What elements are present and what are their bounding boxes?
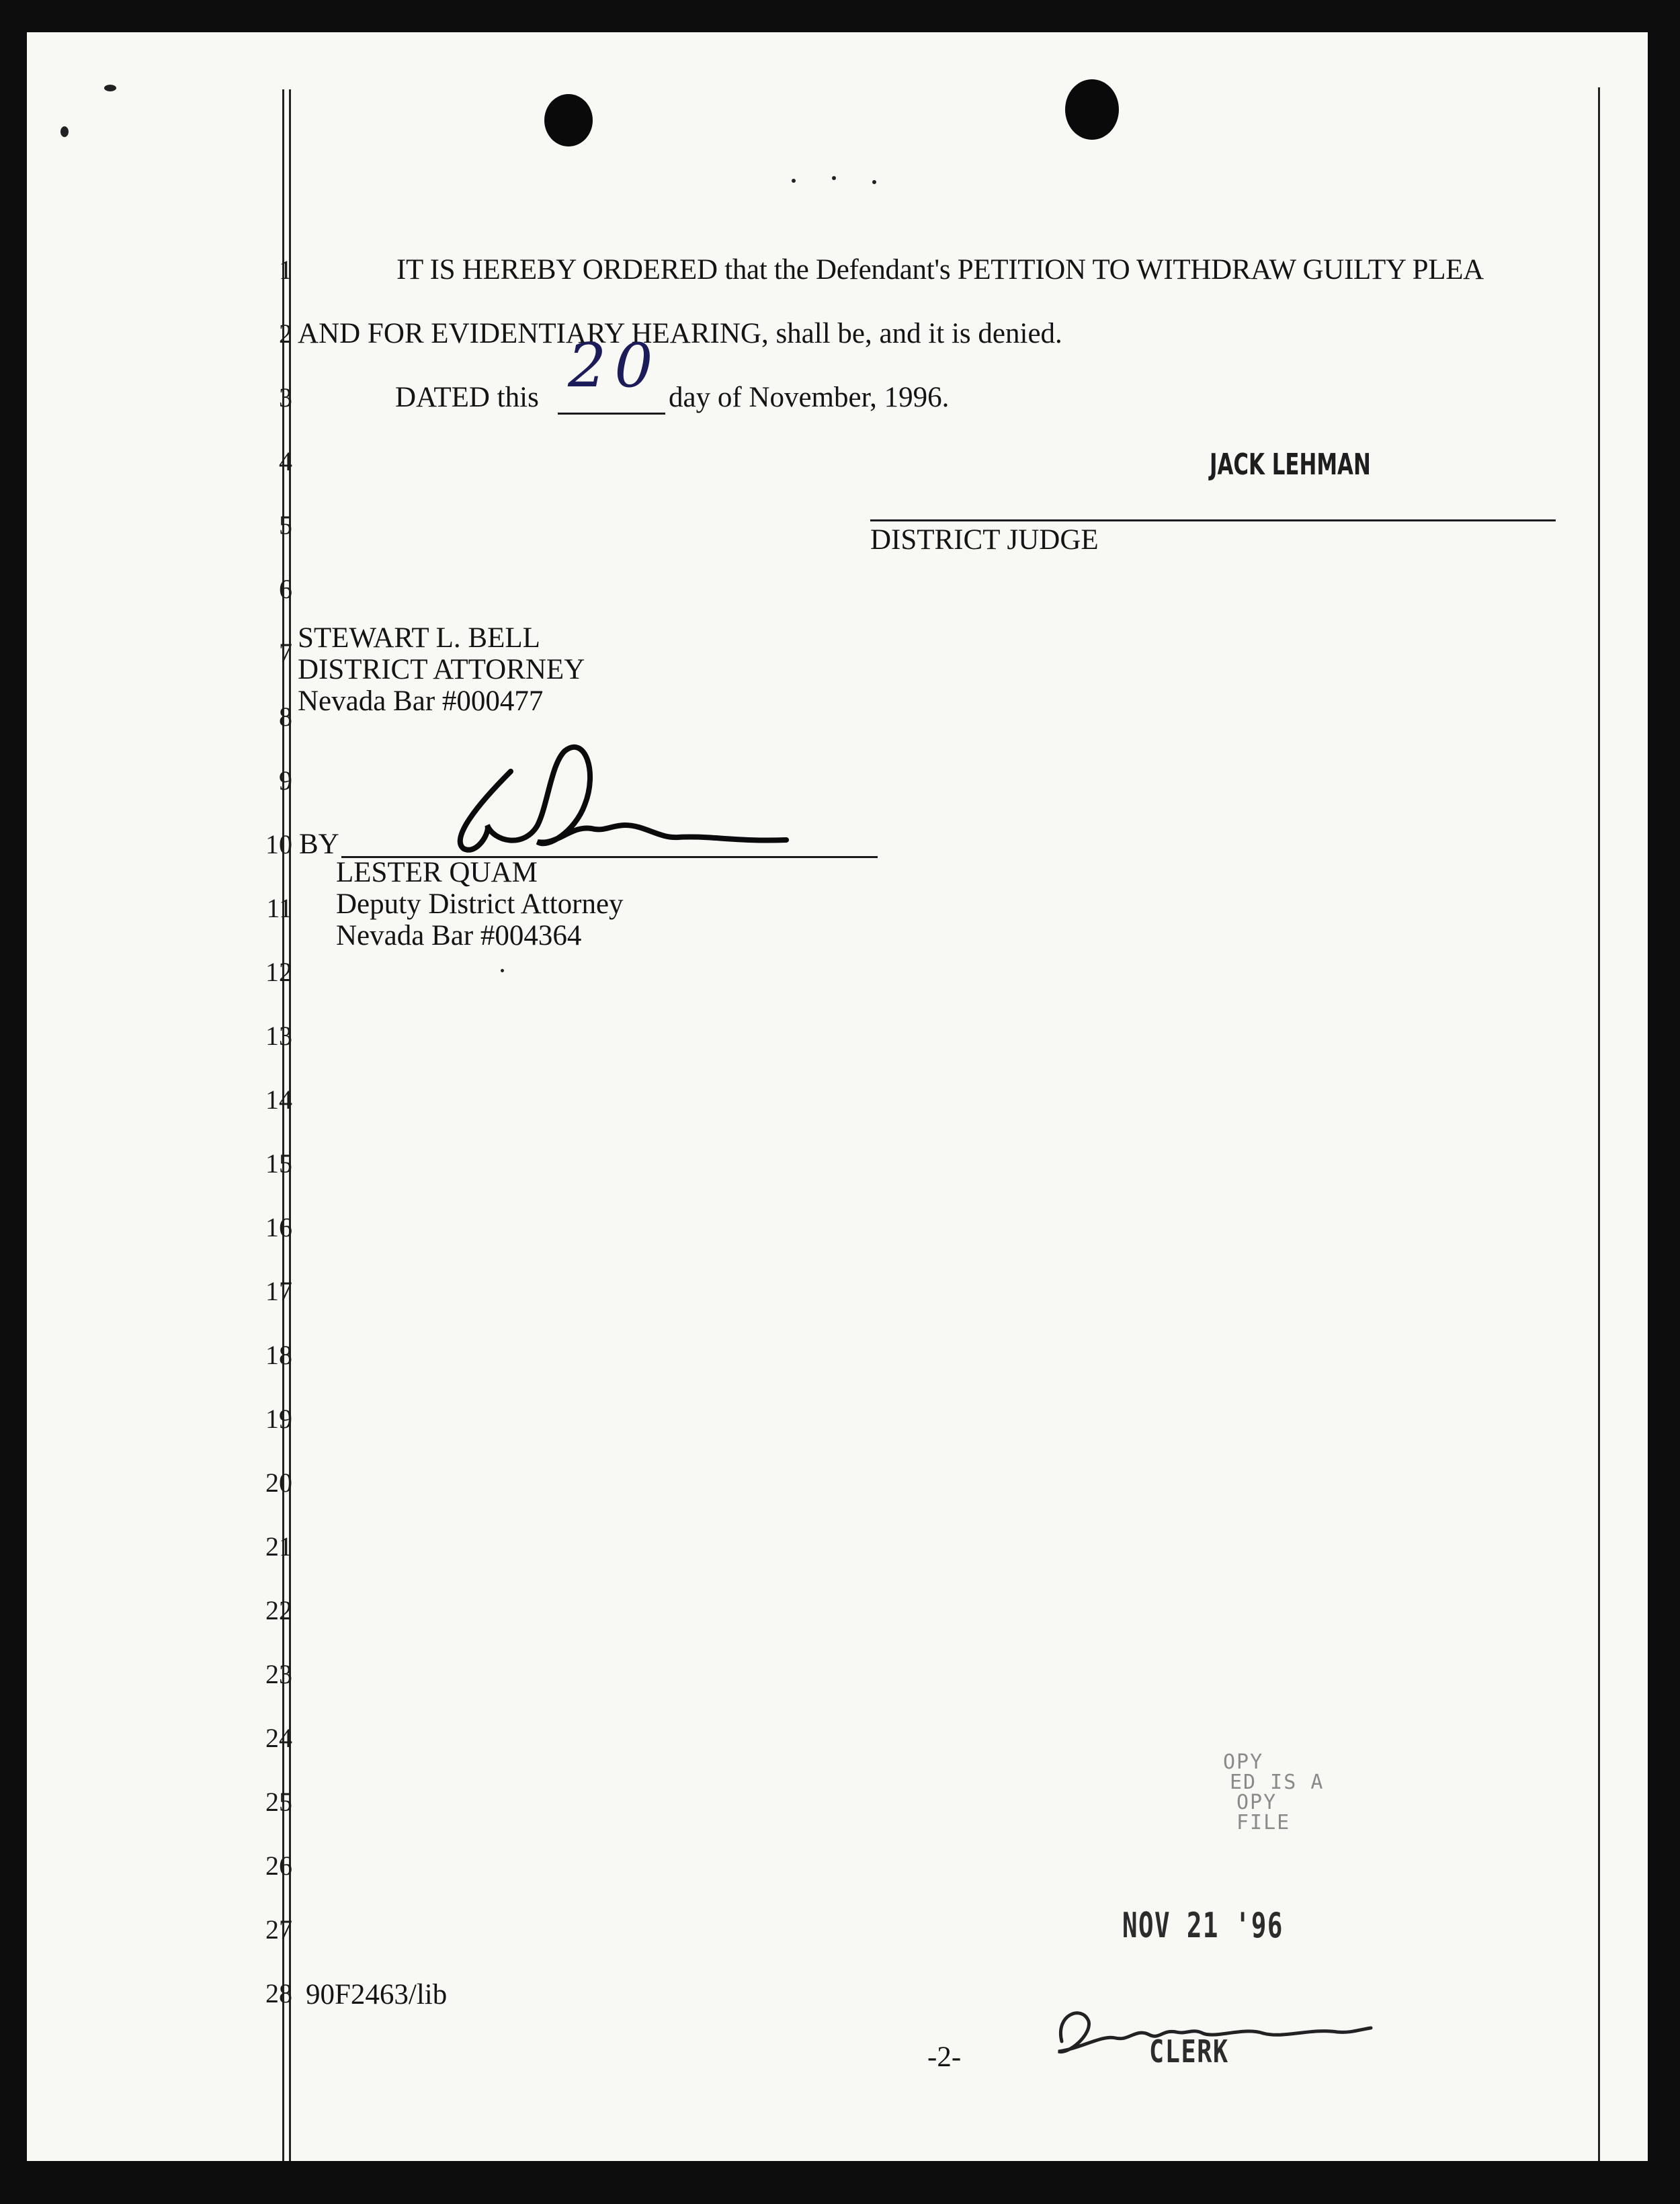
file-code: 90F2463/lib [306, 1979, 448, 2010]
speck [872, 180, 876, 184]
line-number: 25 [265, 1787, 292, 1817]
speck [792, 179, 796, 183]
line-number: 26 [265, 1851, 292, 1881]
order-line-1: IT IS HEREBY ORDERED that the Defendant's PETITION TO WITHDRAW GUILTY PLEA [396, 254, 1484, 286]
line-number: 16 [265, 1212, 292, 1242]
dated-suffix: day of November, 1996. [669, 382, 950, 413]
speck [104, 85, 116, 91]
speck [60, 126, 69, 137]
deputy-block [336, 857, 624, 951]
deputy-title: Deputy District Attorney [336, 888, 624, 920]
district-attorney-block [298, 622, 585, 717]
certified-copy-stamp: OPY ED IS A OPY FILE [1223, 1750, 1325, 1834]
line-number: 27 [265, 1914, 292, 1945]
page-number: -2- [927, 2041, 962, 2073]
filed-date-stamp: NOV 21 '96 [1122, 1906, 1284, 1946]
line-number: 22 [265, 1595, 292, 1625]
line-number: 23 [265, 1659, 292, 1689]
judge-name-stamp: JACK LEHMAN [1210, 448, 1371, 482]
speck [501, 969, 504, 972]
deputy-bar-number: Nevada Bar #004364 [336, 920, 582, 951]
line-number: 10 [265, 829, 292, 859]
line-number: 20 [265, 1468, 292, 1498]
judge-title: DISTRICT JUDGE [870, 524, 1099, 556]
judge-signature-line [870, 519, 1556, 521]
line-number: 14 [265, 1085, 292, 1115]
deputy-name: LESTER QUAM [336, 857, 538, 888]
by-label: BY [299, 829, 339, 860]
line-number: 5 [279, 510, 292, 540]
speck [832, 176, 836, 180]
document-page [27, 32, 1648, 2161]
punch-hole-left [544, 94, 593, 146]
line-number: 7 [279, 638, 292, 668]
right-margin-rule [1598, 87, 1600, 2161]
line-number: 13 [265, 1021, 292, 1051]
line-number: 8 [279, 702, 292, 732]
attorney-bar-number: Nevada Bar #000477 [298, 685, 544, 717]
deputy-handwritten-signature [423, 724, 800, 859]
day-underline [558, 413, 665, 415]
line-number: 4 [279, 446, 292, 476]
line-number: 6 [279, 574, 292, 604]
line-number: 21 [265, 1531, 292, 1562]
attorney-title: DISTRICT ATTORNEY [298, 654, 585, 685]
line-number: 19 [265, 1404, 292, 1434]
line-number: 1 [279, 255, 292, 285]
attorney-name: STEWART L. BELL [298, 622, 540, 654]
line-number: 9 [279, 765, 292, 796]
line-number: 2 [279, 319, 292, 349]
line-number: 24 [265, 1723, 292, 1753]
dated-prefix: DATED this [395, 382, 539, 413]
order-line-2: AND FOR EVIDENTIARY HEARING, shall be, and it is denied. [298, 318, 1062, 349]
clerk-stamp: CLERK [1149, 2033, 1229, 2070]
line-number: 18 [265, 1340, 292, 1370]
punch-hole-right [1065, 79, 1119, 140]
line-number: 11 [266, 893, 292, 923]
line-number: 15 [265, 1148, 292, 1179]
line-number: 3 [279, 382, 292, 413]
line-number: 17 [265, 1276, 292, 1306]
line-number: 12 [265, 957, 292, 987]
handwritten-day: 20 [568, 331, 661, 401]
line-number: 28 [265, 1978, 292, 2008]
